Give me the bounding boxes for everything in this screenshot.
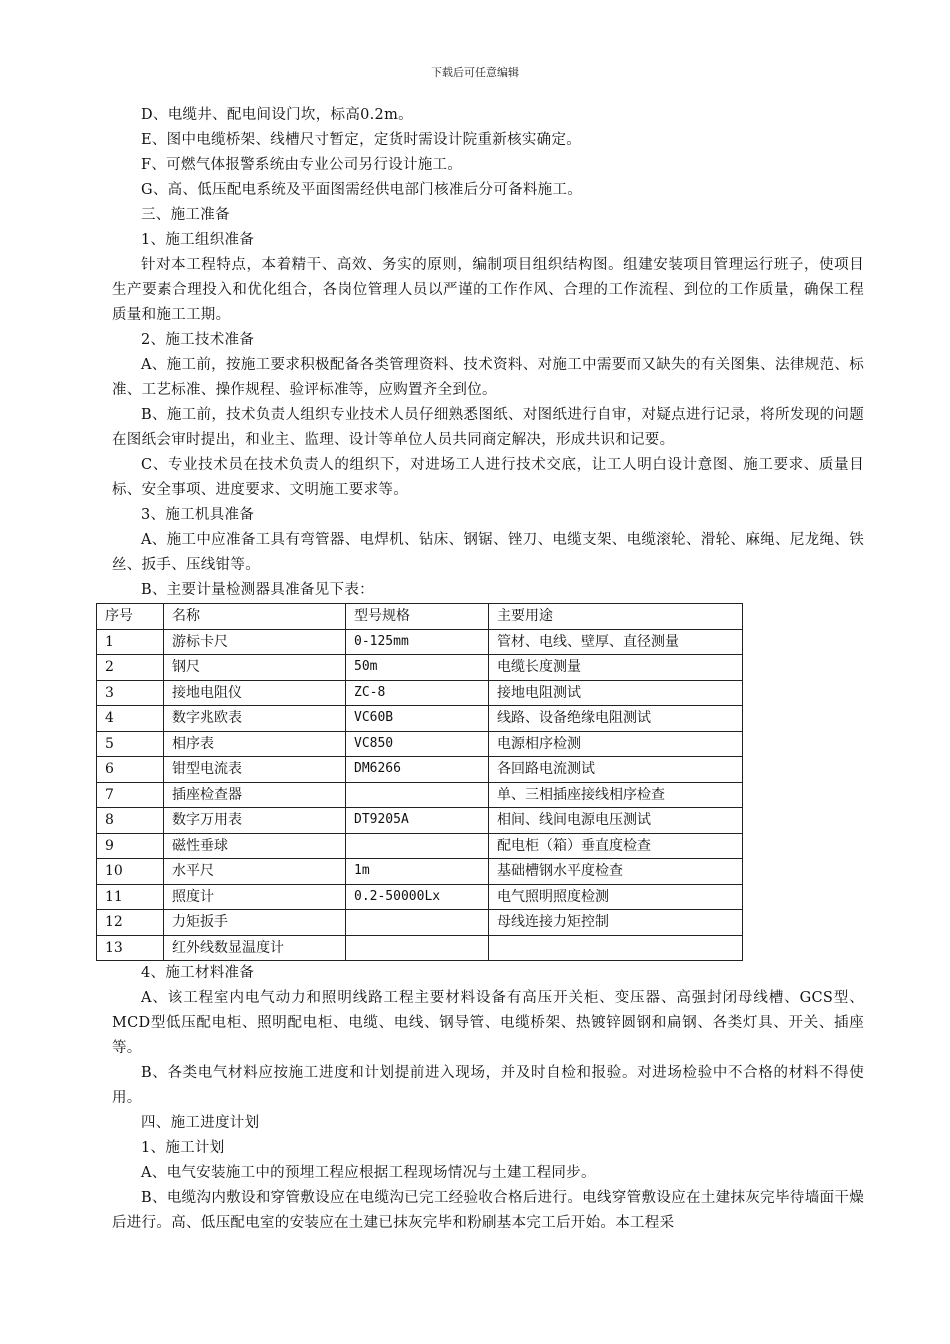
paragraph: A、电气安装施工中的预埋工程应根据工程现场情况与土建工程同步。 [141,1165,596,1181]
table-cell: 配电柜（箱）垂直度检查 [489,833,743,859]
paragraph: C、专业技术员在技术负责人的组织下，对进场工人进行技术交底，让工人明白设计意图、施工要求、质量目标、安全事项、进度要求、文明施工要求等。 [112,457,864,498]
table-cell: 2 [97,655,164,681]
table-cell: 10 [97,859,164,885]
paragraph: B、各类电气材料应按施工进度和计划提前进入现场，并及时自检和报验。对进场检验中不合格的材料不得使用。 [112,1065,864,1106]
paragraph: B、电缆沟内敷设和穿管敷设应在电缆沟已完工经验收合格后进行。电线穿管敷设应在土建抹灰完毕待墙面干燥后进行。高、低压配电室的安装应在土建已抹灰完毕和粉刷基本完工后开始。本工程采 [112,1190,864,1231]
paragraph: B、主要计量检测器具准备见下表： [141,582,374,598]
table-cell: 0-125mm [346,629,489,655]
table-cell: 9 [97,833,164,859]
table-cell: 钢尺 [164,655,346,681]
table-cell [489,935,743,961]
table-cell: 照度计 [164,884,346,910]
table-header-cell: 型号规格 [346,604,489,630]
table-cell: 3 [97,680,164,706]
table-cell: 母线连接力矩控制 [489,910,743,936]
paragraph: E、图中电缆桥架、线槽尺寸暂定，定货时需设计院重新核实确定。 [141,132,582,148]
paragraph: B、施工前，技术负责人组织专业技术人员仔细熟悉图纸、对图纸进行自审，对疑点进行记录，将所发现的问题在图纸会审时提出，和业主、监理、设计等单位人员共同商定解决，形成共识和记要。 [112,407,864,448]
table-cell: 接地电阻仪 [164,680,346,706]
table-cell: 1m [346,859,489,885]
instrument-table [96,603,743,961]
paragraph: A、施工前，按施工要求积极配备各类管理资料、技术资料、对施工中需要而又缺失的有关图集、法律规范、标准、工艺标准、操作规程、验评标准等，应购置齐全到位。 [112,357,864,398]
table-header-cell: 序号 [97,604,164,630]
table-header-cell: 主要用途 [489,604,743,630]
table-row [97,884,743,910]
table-cell: 1 [97,629,164,655]
table-row [97,859,743,885]
table-header-cell: 名称 [164,604,346,630]
table-cell: 单、三相插座接线相序检查 [489,782,743,808]
table-row [97,808,743,834]
section-heading: 四、施工进度计划 [141,1115,260,1131]
table-cell [346,833,489,859]
table-cell: 磁性垂球 [164,833,346,859]
table-row [97,731,743,757]
subsection-heading: 1、施工计划 [141,1140,225,1156]
paragraph: A、该工程室内电气动力和照明线路工程主要材料设备有高压开关柜、变压器、高强封闭母线槽、GCS型、MCD型低压配电柜、照明配电柜、电缆、电线、钢导管、电缆桥架、热镀锌圆钢和扁钢、各类灯具、开关、插座等。 [112,990,864,1056]
table-row [97,782,743,808]
table-cell: 水平尺 [164,859,346,885]
table-cell: 电源相序检测 [489,731,743,757]
paragraph: D、电缆井、配电间设门坎，标高0.2m。 [141,107,413,123]
table-cell: 0.2-50000Lx [346,884,489,910]
table-cell: 数字兆欧表 [164,706,346,732]
table-row [97,629,743,655]
table-cell: 钳型电流表 [164,757,346,783]
table-row [97,757,743,783]
subsection-heading: 2、施工技术准备 [141,332,255,348]
table-cell: 6 [97,757,164,783]
table-cell: 游标卡尺 [164,629,346,655]
table-cell: 4 [97,706,164,732]
table-cell: 各回路电流测试 [489,757,743,783]
table-cell: DM6266 [346,757,489,783]
document-body [105,103,864,1236]
table-cell: 线路、设备绝缘电阻测试 [489,706,743,732]
table-cell: 13 [97,935,164,961]
table-row [97,706,743,732]
table-cell: VC60B [346,706,489,732]
table-cell: 相间、线间电源电压测试 [489,808,743,834]
subsection-heading: 4、施工材料准备 [141,965,255,981]
table-cell: 红外线数显温度计 [164,935,346,961]
table-header-row [97,604,743,630]
table-cell: 电气照明照度检测 [489,884,743,910]
table-row [97,935,743,961]
table-row [97,910,743,936]
table-cell: DT9205A [346,808,489,834]
table-cell: 力矩扳手 [164,910,346,936]
section-heading: 三、施工准备 [141,207,230,223]
paragraph: F、可燃气体报警系统由专业公司另行设计施工。 [141,157,463,173]
table-cell: 8 [97,808,164,834]
table-cell: 数字万用表 [164,808,346,834]
paragraph: 针对本工程特点，本着精干、高效、务实的原则，编制项目组织结构图。组建安装项目管理运行班子，使项目生产要素合理投入和优化组合，各岗位管理人员以严谨的工作作风、合理的工作流程、到位的工作质量，确保工程质量和施工工期。 [112,257,864,323]
subsection-heading: 1、施工组织准备 [141,232,255,248]
table-cell: 12 [97,910,164,936]
table-cell: 管材、电线、壁厚、直径测量 [489,629,743,655]
table-cell: VC850 [346,731,489,757]
table-cell: 插座检查器 [164,782,346,808]
paragraph: G、高、低压配电系统及平面图需经供电部门核准后分可备料施工。 [141,182,583,198]
table-cell: 50m [346,655,489,681]
table-cell: 接地电阻测试 [489,680,743,706]
table-cell: 电缆长度测量 [489,655,743,681]
table-cell: 相序表 [164,731,346,757]
table-row [97,833,743,859]
table-row [97,680,743,706]
table-cell: ZC-8 [346,680,489,706]
table-cell [346,910,489,936]
subsection-heading: 3、施工机具准备 [141,507,255,523]
table-cell [346,935,489,961]
table-cell: 基础槽钢水平度检查 [489,859,743,885]
page-header: 下载后可任意编辑 [431,66,519,79]
table-cell: 11 [97,884,164,910]
table-cell: 5 [97,731,164,757]
table-cell: 7 [97,782,164,808]
table-row [97,655,743,681]
table-cell [346,782,489,808]
paragraph: A、施工中应准备工具有弯管器、电焊机、钻床、钢锯、锉刀、电缆支架、电缆滚轮、滑轮、麻绳、尼龙绳、铁丝、扳手、压线钳等。 [112,532,864,573]
